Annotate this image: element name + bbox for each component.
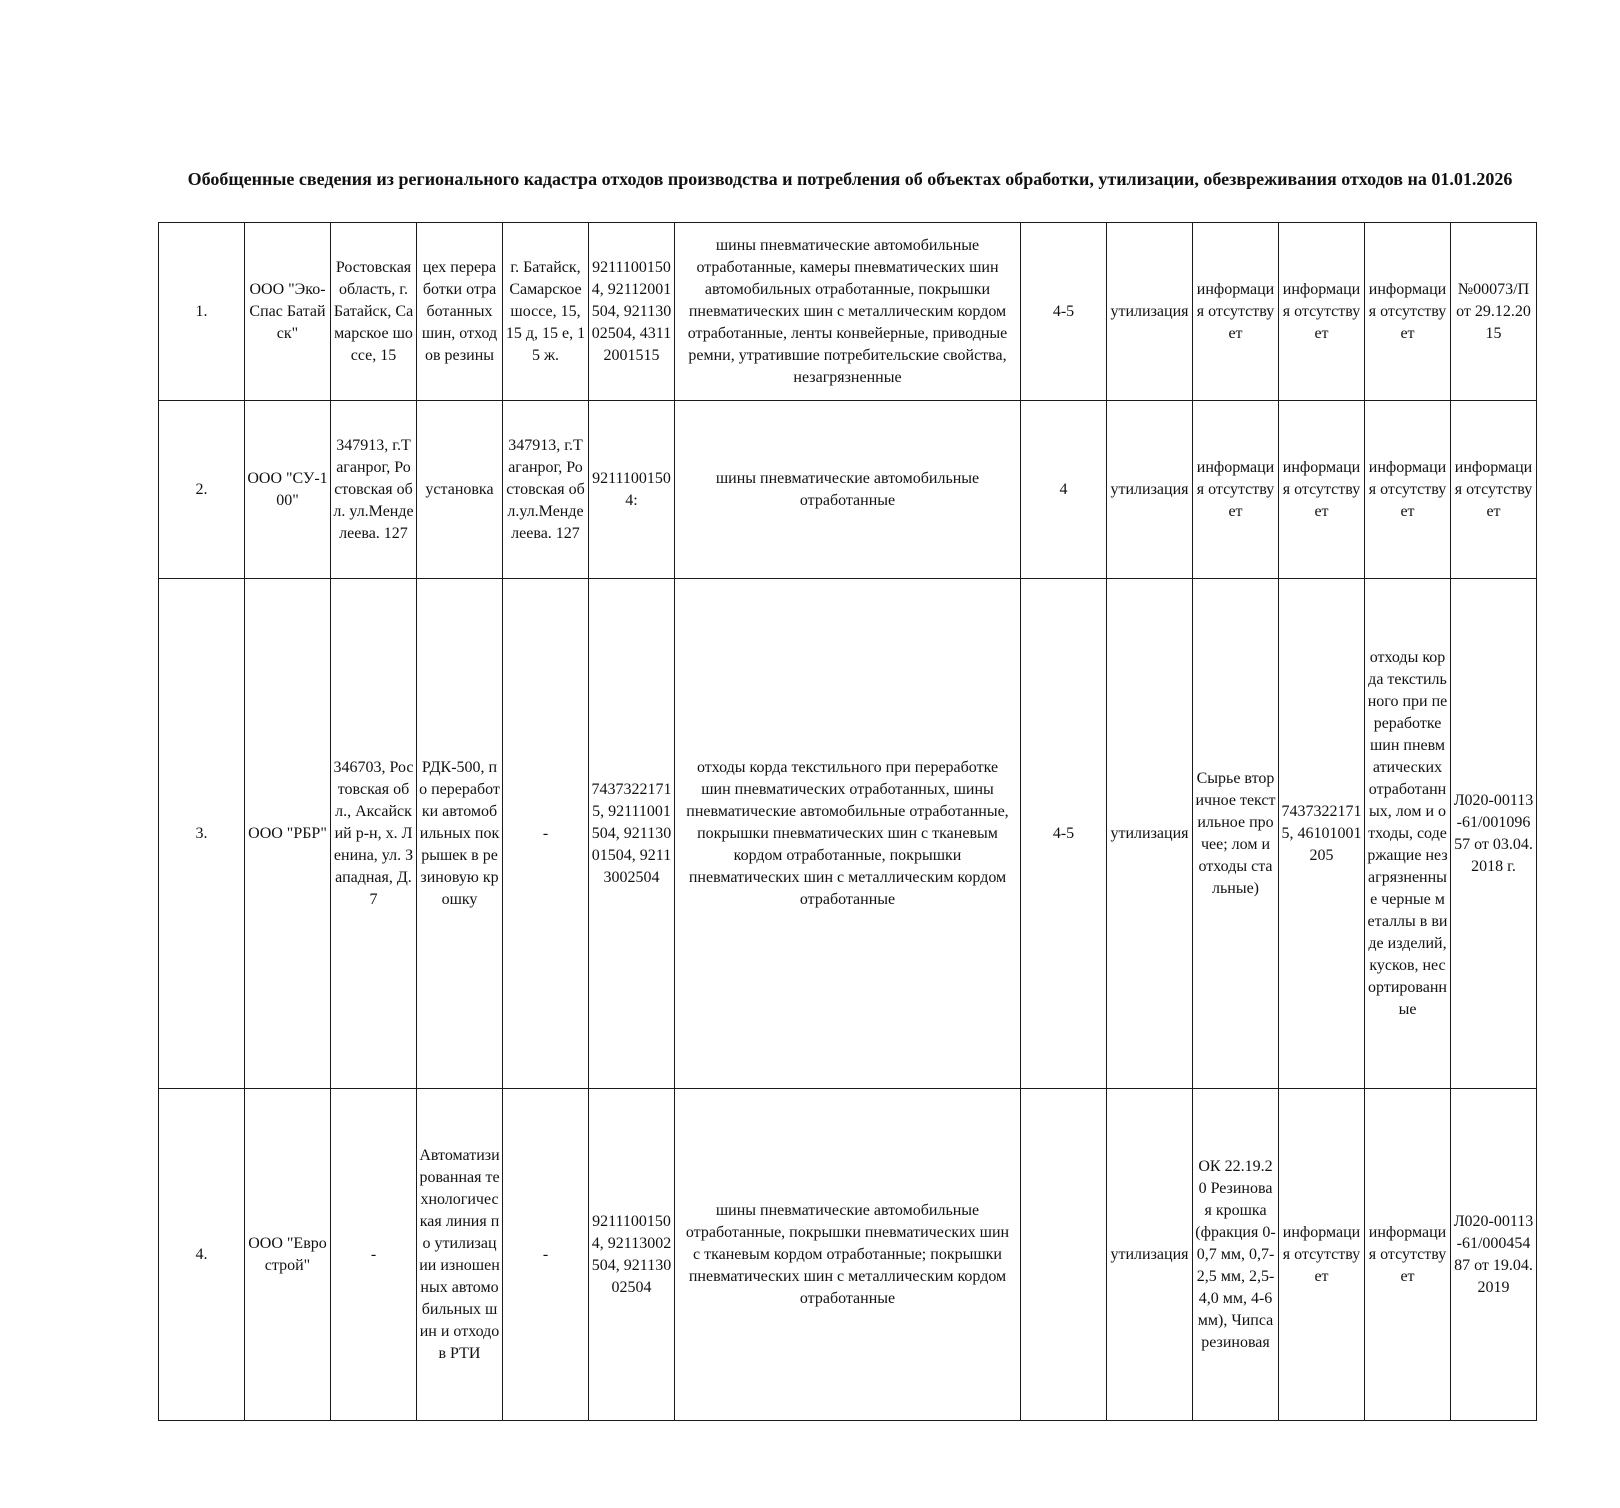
fkko-codes: 92111001504, 92112001504, 92113002504, 43112001515 [589,223,675,401]
organization-name: ООО "Еврострой" [245,1089,331,1421]
hazard-class [1021,1089,1107,1421]
table-row [159,401,1537,579]
hazard-class: 4-5 [1021,223,1107,401]
facility-location: 347913, г.Таганрог, Ростовская обл.ул.Менделеева. 127 [503,401,589,579]
secondary-waste: информация отсутствует [1365,1089,1451,1421]
facility-location: - [503,579,589,1089]
facility-location: г. Батайск, Самарское шоссе, 15, 15 д, 15 е, 15 ж. [503,223,589,401]
product-code: 74373221715, 46101001205 [1279,579,1365,1089]
organization-address: Ростовская область, г. Батайск, Самарское шоссе, 15 [331,223,417,401]
waste-description: шины пневматические автомобильные отработанные, камеры пневматических шин автомобильных отработанные, покрышки пневматических шин с металлическим кордом отработанные, ленты конвейерные, приводные ремни, утратившие потребительские свойства, незагрязненные [675,223,1021,401]
secondary-waste: отходы корда текстильного при переработке шин пневматических отработанных, лом и отходы, содержащие незагрязненные черные металлы в виде изделий, кусков, несортированные [1365,579,1451,1089]
product-code: информация отсутствует [1279,401,1365,579]
table-row [159,223,1537,401]
license-info: №00073/П от 29.12.2015 [1451,223,1537,401]
license-info: Л020-00113-61/00109657 от 03.04.2018 г. [1451,579,1537,1089]
facility-object: РДК-500, по переработки автомобильных покрышек в резиновую крошку [417,579,503,1089]
row-number: 2. [159,401,245,579]
hazard-class: 4 [1021,401,1107,579]
product-info: Сырье вторичное текстильное прочее; лом и отходы стальные) [1193,579,1279,1089]
row-number: 4. [159,1089,245,1421]
document-title: Обобщенные сведения из регионального кадастра отходов производства и потребления об объектах обработки, утилизации, обезвреживания отходов на 01.01.2026 [187,169,1513,189]
fkko-codes: 92111001504, 92113002504, 92113002504 [589,1089,675,1421]
organization-address: - [331,1089,417,1421]
table-row [159,1089,1537,1421]
facility-object: Автоматизированная технологическая линия по утилизации изношенных автомобильных шин и отходов РТИ [417,1089,503,1421]
organization-name: ООО "СУ-100" [245,401,331,579]
activity-type: утилизация [1107,579,1193,1089]
organization-address: 346703, Ростовская обл., Аксайский р-н, х. Ленина, ул. Западная, Д. 7 [331,579,417,1089]
product-info: ОК 22.19.20 Резиновая крошка (фракция 0-0,7 мм, 0,7-2,5 мм, 2,5-4,0 мм, 4-6 мм), Чипса резиновая [1193,1089,1279,1421]
hazard-class: 4-5 [1021,579,1107,1089]
product-info: информация отсутствует [1193,401,1279,579]
product-code: информация отсутствует [1279,223,1365,401]
organization-name: ООО "РБР" [245,579,331,1089]
waste-description: шины пневматические автомобильные отработанные, покрышки пневматических шин с тканевым кордом отработанные; покрышки пневматических шин с металлическим кордом отработанные [675,1089,1021,1421]
row-number: 1. [159,223,245,401]
facility-location: - [503,1089,589,1421]
product-info: информация отсутствует [1193,223,1279,401]
activity-type: утилизация [1107,401,1193,579]
product-code: информация отсутствует [1279,1089,1365,1421]
waste-description: отходы корда текстильного при переработке шин пневматических отработанных, шины пневматические автомобильные отработанные, покрышки пневматических шин с тканевым кордом отработанные, покрышки пневматических шин с металлическим кордом отработанные [675,579,1021,1089]
waste-description: шины пневматические автомобильные отработанные [675,401,1021,579]
license-info: Л020-00113-61/00045487 от 19.04.2019 [1451,1089,1537,1421]
secondary-waste: информация отсутствует [1365,223,1451,401]
facility-object: установка [417,401,503,579]
row-number: 3. [159,579,245,1089]
organization-name: ООО "Эко-Спас Батайск" [245,223,331,401]
activity-type: утилизация [1107,1089,1193,1421]
fkko-codes: 92111001504: [589,401,675,579]
table-row [159,579,1537,1089]
secondary-waste: информация отсутствует [1365,401,1451,579]
facility-object: цех переработки отработанных шин, отходов резины [417,223,503,401]
activity-type: утилизация [1107,223,1193,401]
organization-address: 347913, г.Таганрог, Ростовская обл. ул.Менделеева. 127 [331,401,417,579]
waste-facilities-table [158,222,1537,1421]
license-info: информация отсутствует [1451,401,1537,579]
fkko-codes: 74373221715, 92111001504, 92113001504, 92113002504 [589,579,675,1089]
